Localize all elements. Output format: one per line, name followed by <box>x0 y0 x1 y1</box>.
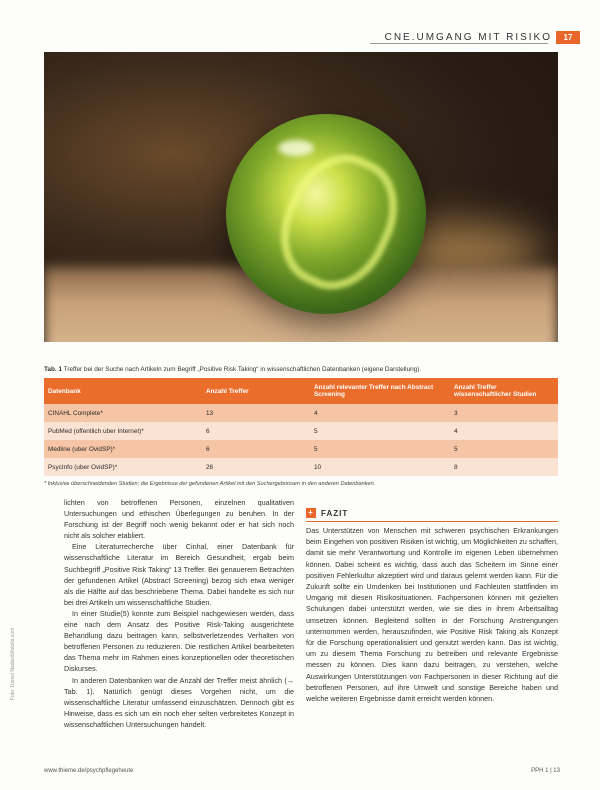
search-results-table <box>44 378 558 476</box>
fazit-text: Das Unterstützen von Menschen mit schweren psychischen Erkrankungen beim Eingehen von positiven Risiken ist wichtig, um Möglichkeiten zu schaffen, damit sie mehr Verantwortung und Kontrolle im eigenen Leben übernehmen können. Dabei scheint es wichtig, dass auch das Scheitern im Sinne einer positiven Fehlerkultur akzeptiert wird und daraus gelernt werden kann. Für die Zukunft sollte ein Umdenken bei Institutionen und Fachleuten stattfinden im Umgang mit diesen Risikosituationen. Fachpersonen können mit gezielten Schulungen dabei unterstützt werden, wie sie dies in ihrem Arbeitsalltag umsetzen können. Begleitend sollten in der Forschung Anstrengungen unternommen werden, herauszufinden, wie Positive Risk Taking als Konzept für die Forschung operationalisiert und genutzt werden kann. Das ist wichtig, um zu diesem Thema Forschung zu betreiben und relevante Ergebnisse messen zu können. Dies kann dazu beitragen, zu verstehen, welche Auswirkungen Unterstützungen von Fachpersonen in dieser Richtung auf die betroffenen Personen, auf ihre Umwelt und sonstige Bereiche haben und welche weiteren Ergebnisse damit erreicht werden können. <box>306 526 558 704</box>
col-header-hits: Anzahl Treffer <box>202 378 310 404</box>
fazit-heading <box>306 508 348 518</box>
table-footnote: * Inklusive überschneidenden Studien; die Ergebnisse der gefundenen Artikel mit den Suchergebnissen in den anderen Datenbanken. <box>44 481 376 487</box>
footer-url: www.thieme.de/psychpflegeheute <box>44 768 134 774</box>
footer-page: PPH 1 | 13 <box>531 768 560 774</box>
cell-hits: 26 <box>202 458 310 476</box>
table-header-row <box>44 378 558 404</box>
page-number-badge: 17 <box>556 31 580 44</box>
table-caption <box>44 366 558 373</box>
marble-swirl <box>262 138 416 306</box>
col-header-relevant-hits: Anzahl relevanter Treffer nach Abstract Screening <box>310 378 450 404</box>
body-column-left <box>64 497 294 730</box>
table-caption-text: Treffer bei der Suche nach Artikeln zum Begriff „Positive Risk Taking“ in wissenschaftlichen Datenbanken (eigene Darstellung). <box>63 366 422 373</box>
cell-studies: 8 <box>450 458 558 476</box>
cell-relevant: 4 <box>310 404 450 422</box>
table-row <box>44 404 558 422</box>
col-header-studies: Anzahl Treffer wissenschaftlicher Studien <box>450 378 558 404</box>
table-row <box>44 458 558 476</box>
table-caption-label: Tab. 1 <box>44 366 62 373</box>
photo-credit: Foto: Daniel Nadasdi/fotolia.com <box>10 627 16 700</box>
running-header: CNE.UMGANG MIT RISIKO <box>384 32 552 43</box>
cell-database: PsycInfo (uber OvidSP)* <box>44 458 202 476</box>
body-paragraph: lichten von betroffenen Personen, einzelnen qualitativen Untersuchungen und ethischen Überlegungen zu beruhen. In der Forschung ist der Begriff noch wenig bekannt oder er hat sich noch nicht als solcher etabliert. <box>64 498 294 541</box>
cell-studies: 4 <box>450 422 558 440</box>
plus-box-icon: + <box>306 508 316 518</box>
marble-image <box>226 114 426 314</box>
header-rule <box>370 43 548 44</box>
cell-relevant: 5 <box>310 440 450 458</box>
marble-highlight <box>278 140 314 156</box>
cell-relevant: 10 <box>310 458 450 476</box>
cell-database: PubMed (offentlich uber Internet)* <box>44 422 202 440</box>
col-header-database: Datenbank <box>44 378 202 404</box>
fazit-heading-label: FAZIT <box>321 508 349 518</box>
cell-hits: 6 <box>202 440 310 458</box>
body-paragraph: In anderen Datenbanken war die Anzahl der Treffer meist ähnlich (→ Tab. 1). Natürlich genügt dieses Vorgehen nicht, um die wissenschaftliche Literatur umfassend einzuschätzen. Dennoch gibt es Hinweise, dass es sich um ein noch eher selten verbreitetes Konzept in wissenschaftlichen Untersuchungen handelt. <box>64 675 294 729</box>
cell-studies: 3 <box>450 404 558 422</box>
cell-studies: 5 <box>450 440 558 458</box>
body-paragraph: In einer Studie(5) konnte zum Beispiel nachgewiesen werden, dass eine nach dem Ansatz des Positive Risk-Taking ausgerichtete Behandlung dazu beitragen kann, selbstverletzendes Verhalten von betroffenen Personen zu reduzieren. Die restlichen Artikel bearbeiteten das Thema mehr im Rahmen eines konzeptionellen oder theoretischen Diskurses. <box>64 608 294 674</box>
cell-database: CINAHL Complete* <box>44 404 202 422</box>
cell-hits: 6 <box>202 422 310 440</box>
table-row <box>44 440 558 458</box>
fazit-rule <box>306 521 558 522</box>
cell-hits: 13 <box>202 404 310 422</box>
marble-photo <box>44 52 558 342</box>
body-paragraph: Eine Literaturrecherche über Cinhal, einer Datenbank für wissenschaftliche Literatur im Bereich Gesundheit, ergab beim Suchbegriff „Positive Risk Taking“ 13 Treffer. Bei genauerem Betrachten der gefundenen Artikel (Abstract Screening) bezog sich etwa weniger als die Hälfte auf das beschriebene Thema. Dabei handelte es sich nur bei drei Artikeln um wissenschaftliche Studien. <box>64 542 294 607</box>
cell-database: Medline (uber OvidSP)* <box>44 440 202 458</box>
table-row <box>44 422 558 440</box>
cell-relevant: 5 <box>310 422 450 440</box>
